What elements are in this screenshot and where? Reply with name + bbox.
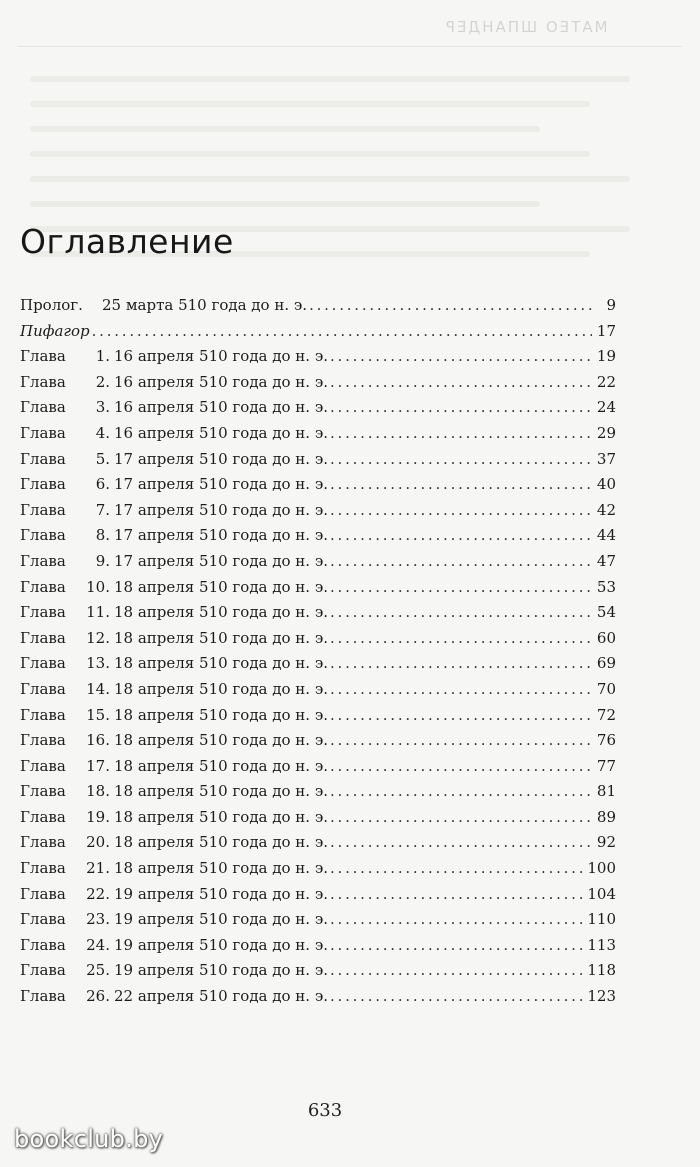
dot-leader [330, 987, 585, 1005]
toc-page-number: 22 [596, 372, 616, 391]
toc-chapter-label: Глава [20, 859, 66, 878]
toc-chapter-number: 19. [86, 807, 110, 826]
toc-chapter-label: Глава [20, 475, 66, 494]
toc-entry-chapter[interactable] [20, 603, 616, 629]
toc-chapter-number: 3. [95, 398, 110, 417]
dot-leader [330, 910, 585, 928]
toc-entry-chapter[interactable] [20, 885, 616, 911]
toc-entry-chapter[interactable] [20, 706, 616, 732]
toc-entry-chapter[interactable] [20, 398, 616, 424]
dot-leader [330, 885, 585, 903]
toc-chapter-number: 15. [86, 705, 110, 724]
toc-entry-chapter[interactable] [20, 808, 616, 834]
dot-leader [330, 526, 592, 544]
toc-entry-chapter[interactable] [20, 347, 616, 373]
toc-entry-chapter[interactable] [20, 859, 616, 885]
toc-prologue-text: 25 марта 510 года до н. э. [102, 296, 308, 314]
toc-chapter-text: 18 апреля 510 года до н. э. [114, 654, 329, 673]
toc-chapter-label: Глава [20, 654, 66, 673]
toc-entry-chapter[interactable] [20, 987, 616, 1013]
toc-chapter-number: 18. [86, 782, 110, 801]
dot-leader [330, 552, 592, 570]
toc-entry-chapter[interactable] [20, 424, 616, 450]
bleed-through-header: МАТЕО ШПАНДЕР [444, 18, 608, 36]
toc-chapter-label: Глава [20, 577, 66, 596]
dot-leader [330, 961, 585, 979]
toc-chapter-number: 1. [95, 347, 110, 366]
dot-leader [330, 833, 592, 851]
toc-page-number: 77 [596, 756, 616, 775]
toc-page-number: 9 [606, 296, 616, 314]
toc-chapter-number: 6. [95, 475, 110, 494]
toc-page-number: 60 [596, 628, 616, 647]
toc-page-number: 69 [596, 654, 616, 673]
toc-chapter-text: 19 апреля 510 года до н. э. [114, 935, 329, 954]
toc-page-number: 24 [596, 398, 616, 417]
toc-chapter-label: Глава [20, 807, 66, 826]
toc-chapter-label: Глава [20, 731, 66, 750]
toc-page-number: 89 [596, 807, 616, 826]
toc-chapter-text: 18 апреля 510 года до н. э. [114, 807, 329, 826]
toc-chapter-label: Глава [20, 603, 66, 622]
toc-chapter-text: 22 апреля 510 года до н. э. [114, 987, 329, 1006]
toc-page-number: 29 [596, 423, 616, 442]
toc-chapter-number: 12. [86, 628, 110, 647]
dot-leader [330, 757, 592, 775]
toc-page-number: 40 [596, 475, 616, 494]
toc-chapter-number: 14. [86, 679, 110, 698]
toc-chapter-text: 18 апреля 510 года до н. э. [114, 628, 329, 647]
toc-chapter-text: 16 апреля 510 года до н. э. [114, 372, 329, 391]
toc-page-number: 53 [596, 577, 616, 596]
toc-chapter-label: Глава [20, 910, 66, 929]
toc-chapter-label: Глава [20, 526, 66, 545]
toc-chapter-label: Глава [20, 679, 66, 698]
toc-chapter-number: 10. [86, 577, 110, 596]
toc-page-number: 110 [587, 910, 616, 929]
toc-entry-part[interactable] [20, 322, 616, 348]
dot-leader [330, 373, 592, 391]
toc-chapter-label: Глава [20, 961, 66, 980]
watermark: bookclub.by [14, 1125, 164, 1153]
toc-page-number: 70 [596, 679, 616, 698]
toc-chapter-text: 18 апреля 510 года до н. э. [114, 577, 329, 596]
dot-leader [330, 808, 592, 826]
toc-page-number: 118 [587, 961, 616, 980]
toc-page-number: 113 [587, 935, 616, 954]
toc-chapter-label: Глава [20, 756, 66, 775]
dot-leader [309, 296, 592, 314]
dot-leader [330, 654, 592, 672]
dot-leader [330, 782, 592, 800]
toc-entry-chapter[interactable] [20, 552, 616, 578]
page-number: 633 [307, 1100, 343, 1121]
toc-chapter-number: 8. [95, 526, 110, 545]
toc-chapter-number: 25. [86, 961, 110, 980]
toc-chapter-text: 16 апреля 510 года до н. э. [114, 423, 329, 442]
toc-chapter-number: 4. [95, 423, 110, 442]
toc-chapter-text: 17 апреля 510 года до н. э. [114, 551, 329, 570]
toc-entry-chapter[interactable] [20, 578, 616, 604]
toc-chapter-text: 16 апреля 510 года до н. э. [114, 347, 329, 366]
bleed-through-rule [18, 46, 682, 47]
toc-chapter-text: 19 апреля 510 года до н. э. [114, 884, 329, 903]
toc-chapter-label: Глава [20, 935, 66, 954]
toc-chapter-number: 9. [95, 551, 110, 570]
toc-entry-chapter[interactable] [20, 782, 616, 808]
toc-page-number: 54 [596, 603, 616, 622]
toc-chapter-number: 13. [86, 654, 110, 673]
toc-entry-chapter[interactable] [20, 757, 616, 783]
toc-chapter-text: 18 апреля 510 года до н. э. [114, 679, 329, 698]
toc-chapter-text: 19 апреля 510 года до н. э. [114, 910, 329, 929]
toc-chapter-label: Глава [20, 449, 66, 468]
toc-chapter-text: 19 апреля 510 года до н. э. [114, 961, 329, 980]
toc-chapter-label: Глава [20, 884, 66, 903]
toc-chapter-text: 18 апреля 510 года до н. э. [114, 833, 329, 852]
toc-chapter-text: 17 апреля 510 года до н. э. [114, 475, 329, 494]
toc-chapter-text: 18 апреля 510 года до н. э. [114, 756, 329, 775]
toc-entry-prologue[interactable] [20, 296, 616, 322]
dot-leader [92, 322, 592, 340]
toc-chapter-text: 18 апреля 510 года до н. э. [114, 782, 329, 801]
toc-page-number: 47 [596, 551, 616, 570]
toc-entry-chapter[interactable] [20, 526, 616, 552]
dot-leader [330, 731, 592, 749]
toc-chapter-number: 24. [86, 935, 110, 954]
toc-chapter-number: 16. [86, 731, 110, 750]
dot-leader [330, 347, 592, 365]
toc-chapter-label: Глава [20, 705, 66, 724]
dot-leader [330, 398, 592, 416]
toc-chapter-number: 26. [86, 987, 110, 1006]
toc-page-number: 100 [587, 859, 616, 878]
toc-chapter-number: 23. [86, 910, 110, 929]
toc-chapter-number: 5. [95, 449, 110, 468]
toc-prologue-label: Пролог. [20, 296, 83, 314]
dot-leader [330, 578, 592, 596]
toc-chapter-label: Глава [20, 987, 66, 1006]
toc-chapter-text: 18 апреля 510 года до н. э. [114, 603, 329, 622]
toc-chapter-label: Глава [20, 551, 66, 570]
toc-chapter-label: Глава [20, 500, 66, 519]
toc-entry-chapter[interactable] [20, 654, 616, 680]
toc-chapter-text: 18 апреля 510 года до н. э. [114, 705, 329, 724]
toc-chapter-number: 17. [86, 756, 110, 775]
toc-page-number: 19 [596, 347, 616, 366]
toc-entry-chapter[interactable] [20, 629, 616, 655]
dot-leader [330, 450, 592, 468]
dot-leader [330, 424, 592, 442]
dot-leader [330, 680, 592, 698]
toc-page-number: 42 [596, 500, 616, 519]
toc-chapter-text: 17 апреля 510 года до н. э. [114, 526, 329, 545]
toc-chapter-text: 16 апреля 510 года до н. э. [114, 398, 329, 417]
toc-chapter-text: 17 апреля 510 года до н. э. [114, 449, 329, 468]
toc-chapter-number: 21. [86, 859, 110, 878]
toc-chapter-label: Глава [20, 782, 66, 801]
toc-page-number: 123 [587, 987, 616, 1006]
toc-page-number: 92 [596, 833, 616, 852]
toc-chapter-text: 17 апреля 510 года до н. э. [114, 500, 329, 519]
toc-page-number: 44 [596, 526, 616, 545]
page-title: Оглавление [20, 222, 234, 261]
table-of-contents [20, 296, 616, 1013]
toc-chapter-text: 18 апреля 510 года до н. э. [114, 731, 329, 750]
toc-chapter-label: Глава [20, 372, 66, 391]
toc-entry-chapter[interactable] [20, 910, 616, 936]
toc-chapter-number: 7. [95, 500, 110, 519]
toc-chapter-number: 11. [86, 603, 110, 622]
toc-entry-chapter[interactable] [20, 936, 616, 962]
dot-leader [330, 475, 592, 493]
toc-entry-chapter[interactable] [20, 373, 616, 399]
toc-chapter-text: 18 апреля 510 года до н. э. [114, 859, 329, 878]
toc-chapter-label: Глава [20, 628, 66, 647]
dot-leader [330, 629, 592, 647]
toc-entry-chapter[interactable] [20, 501, 616, 527]
dot-leader [330, 936, 585, 954]
toc-entry-chapter[interactable] [20, 475, 616, 501]
dot-leader [330, 501, 592, 519]
toc-entry-chapter[interactable] [20, 961, 616, 987]
toc-entry-chapter[interactable] [20, 680, 616, 706]
toc-entry-chapter[interactable] [20, 833, 616, 859]
toc-entry-chapter[interactable] [20, 450, 616, 476]
dot-leader [330, 603, 592, 621]
toc-page-number: 37 [596, 449, 616, 468]
toc-page-number: 76 [596, 731, 616, 750]
toc-chapter-number: 2. [95, 372, 110, 391]
toc-chapter-label: Глава [20, 347, 66, 366]
toc-chapter-label: Глава [20, 833, 66, 852]
toc-chapter-number: 22. [86, 884, 110, 903]
toc-page-number: 81 [596, 782, 616, 801]
toc-page-number: 72 [596, 705, 616, 724]
dot-leader [330, 859, 585, 877]
toc-part-text: Пифагор [20, 321, 90, 340]
toc-page-number: 104 [587, 884, 616, 903]
toc-chapter-label: Глава [20, 423, 66, 442]
toc-page-number: 17 [596, 321, 616, 340]
toc-entry-chapter[interactable] [20, 731, 616, 757]
toc-chapter-label: Глава [20, 398, 66, 417]
toc-chapter-number: 20. [86, 833, 110, 852]
dot-leader [330, 706, 592, 724]
